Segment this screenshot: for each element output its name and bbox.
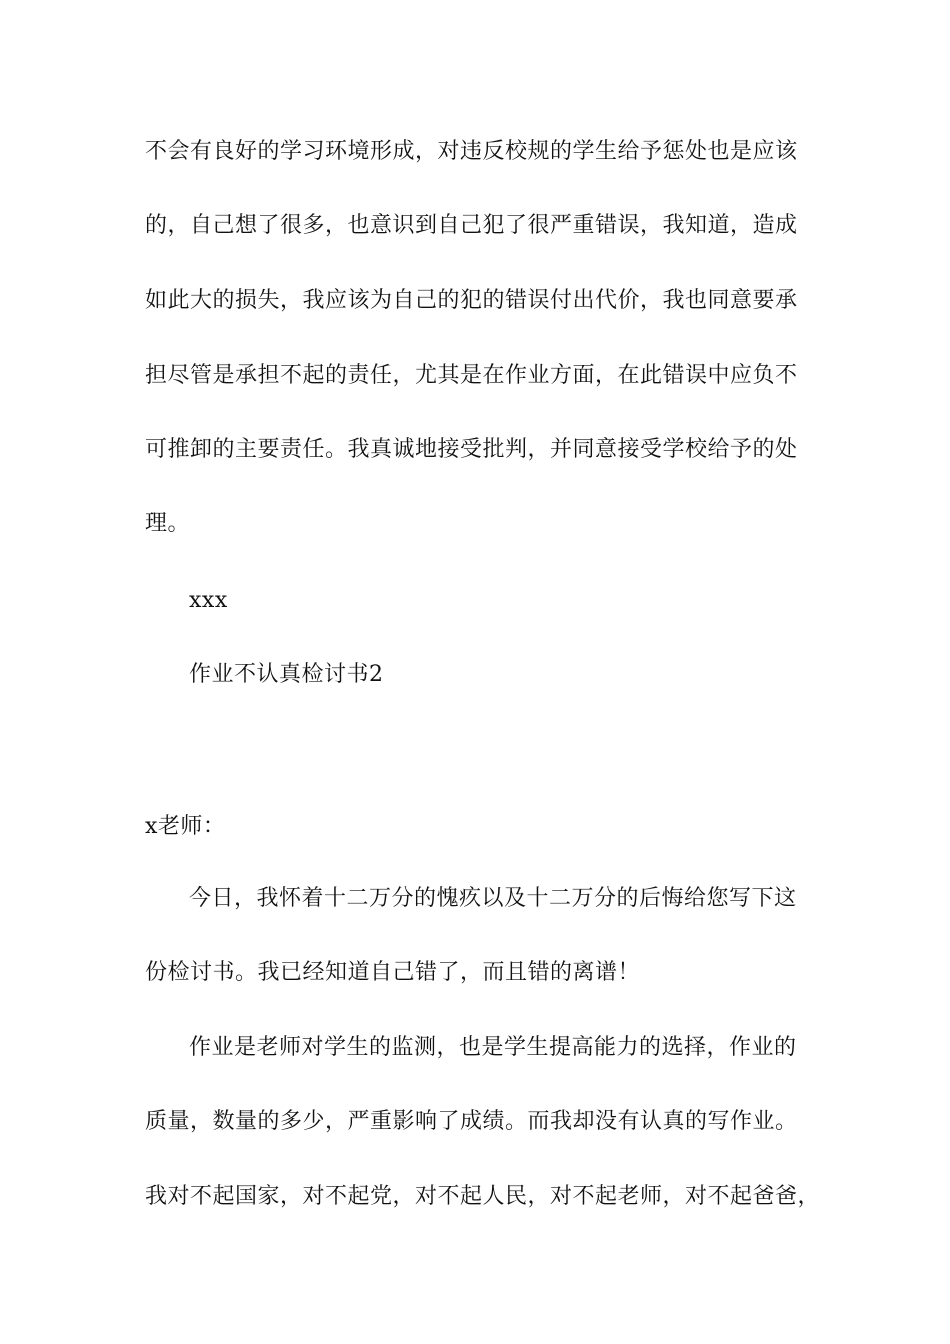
signature-xxx: xxx bbox=[189, 588, 228, 613]
salutation: x老师： bbox=[145, 814, 226, 839]
paragraph-line-8: 份检讨书。我已经知道自己错了，而且错的离谱！ bbox=[145, 960, 641, 985]
paragraph-line-10: 质量，数量的多少，严重影响了成绩。而我却没有认真的写作业。 bbox=[145, 1109, 798, 1134]
paragraph-line-11: 我对不起国家，对不起党，对不起人民，对不起老师，对不起爸爸， bbox=[145, 1184, 821, 1209]
paragraph-line-9: 作业是老师对学生的监测，也是学生提高能力的选择，作业的 bbox=[189, 1035, 797, 1060]
section-title: 作业不认真检讨书2 bbox=[189, 662, 384, 687]
paragraph-line-6: 理。 bbox=[145, 511, 191, 536]
paragraph-line-1: 不会有良好的学习环境形成，对违反校规的学生给予惩处也是应该 bbox=[145, 139, 798, 164]
paragraph-line-2: 的，自己想了很多，也意识到自己犯了很严重错误，我知道，造成 bbox=[145, 213, 798, 238]
paragraph-line-4: 担尽管是承担不起的责任，尤其是在作业方面，在此错误中应负不 bbox=[145, 363, 798, 388]
paragraph-line-3: 如此大的损失，我应该为自己的犯的错误付出代价，我也同意要承 bbox=[145, 288, 798, 313]
paragraph-line-5: 可推卸的主要责任。我真诚地接受批判，并同意接受学校给予的处 bbox=[145, 437, 798, 462]
paragraph-line-7: 今日，我怀着十二万分的愧疚以及十二万分的后悔给您写下这 bbox=[189, 886, 797, 911]
